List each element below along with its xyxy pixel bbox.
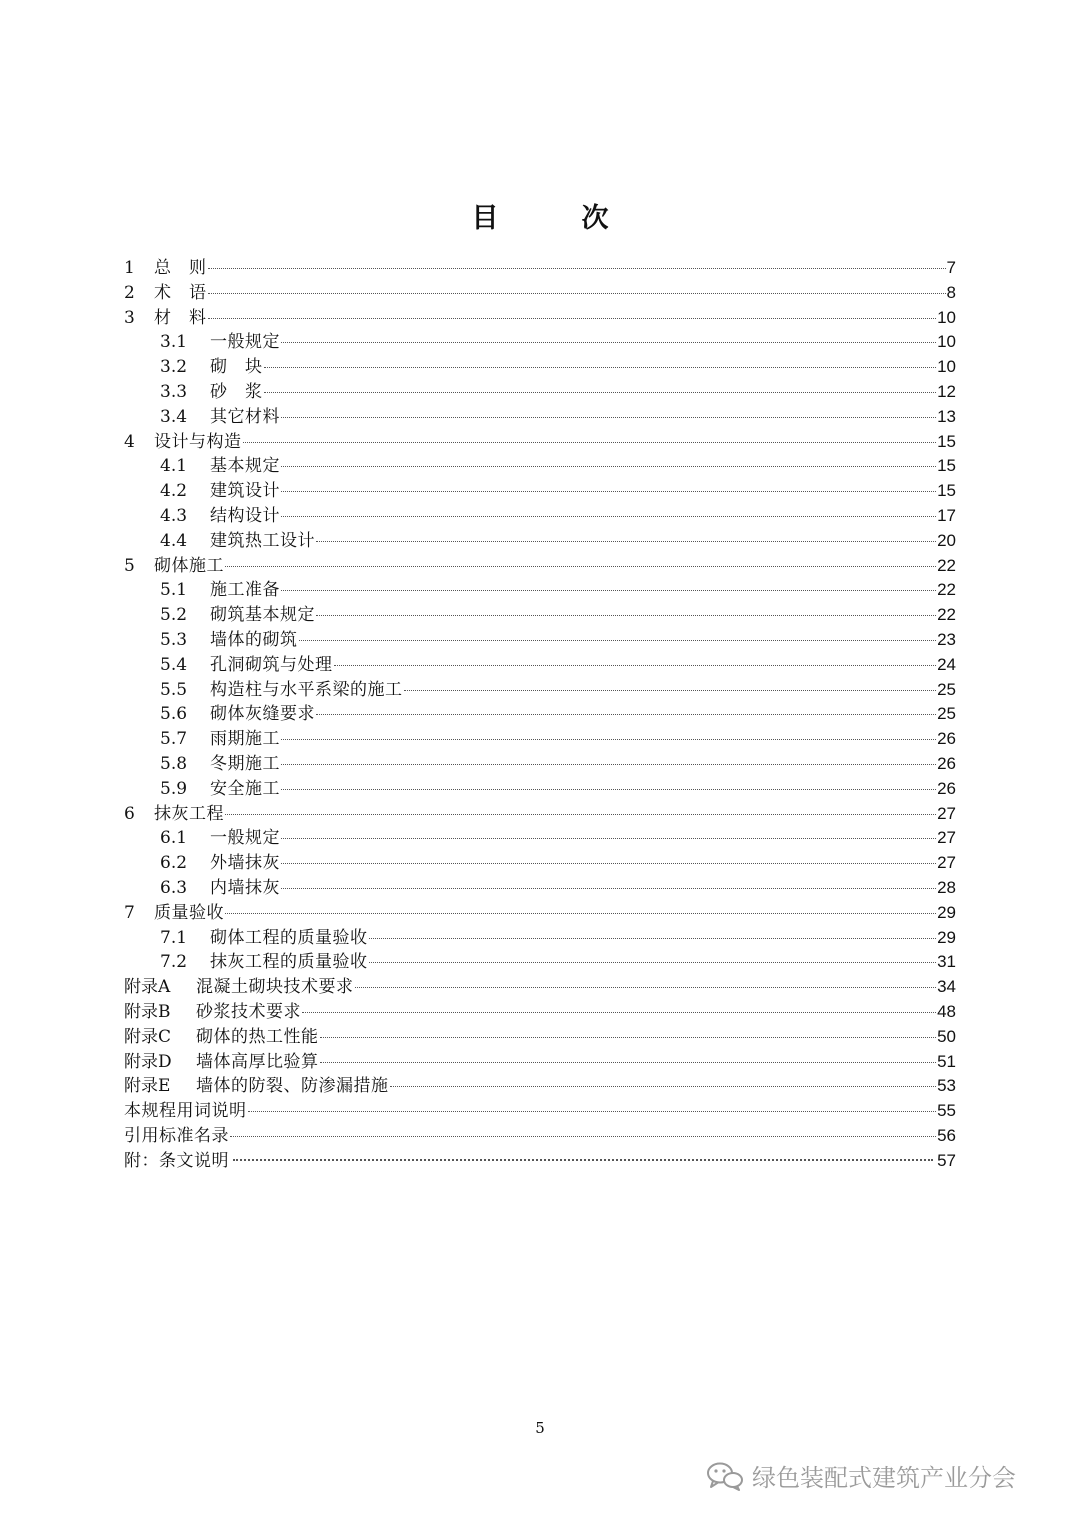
toc-leader-dots [281, 341, 936, 343]
toc-entry[interactable] [124, 405, 956, 430]
toc-label: 构造柱与水平系梁的施工 [210, 679, 403, 700]
toc-number: 3.2 [160, 357, 188, 378]
toc-entry[interactable] [124, 727, 956, 752]
toc-entry[interactable] [124, 678, 956, 703]
toc-entry[interactable] [124, 975, 956, 1000]
toc-number: 附录C [124, 1026, 172, 1047]
toc-entry[interactable] [124, 1025, 956, 1050]
toc-leader-dots [320, 1036, 937, 1038]
toc-entry[interactable] [124, 777, 956, 802]
toc-number: 6.3 [160, 877, 188, 898]
toc-number: 附录D [124, 1051, 172, 1072]
toc-entry[interactable] [124, 802, 956, 827]
toc-page-number: 13 [937, 406, 956, 426]
toc-leader-dots [281, 788, 936, 790]
toc-number: 1 [124, 258, 135, 278]
toc-leader-dots [355, 986, 937, 988]
toc-label: 砂浆技术要求 [196, 1001, 301, 1022]
toc-page-number: 27 [937, 803, 956, 823]
toc-leader-dots [248, 1110, 937, 1112]
toc-leader-dots [225, 813, 936, 815]
toc-leader-dots [320, 1061, 937, 1063]
toc-leader-dots [334, 664, 937, 666]
page-number: 5 [535, 1419, 545, 1437]
toc-leader-dots [390, 1085, 937, 1087]
toc-label: 施工准备 [210, 580, 280, 601]
toc-leader-dots [233, 1158, 933, 1161]
toc-number: 4.4 [160, 530, 188, 551]
toc-entry[interactable] [124, 479, 956, 504]
toc-page-number: 29 [937, 927, 956, 947]
toc-label: 附：条文说明 [124, 1150, 229, 1171]
toc-label: 结构设计 [210, 505, 280, 526]
toc-page-number: 34 [937, 977, 956, 997]
toc-leader-dots [281, 862, 936, 864]
toc-number: 5.8 [160, 753, 188, 774]
toc-entry[interactable] [124, 330, 956, 355]
toc-number: 7.1 [160, 927, 188, 948]
toc-label: 砌体工程的质量验收 [210, 927, 368, 948]
toc-number: 4.2 [160, 481, 188, 502]
toc-number: 6 [124, 803, 135, 824]
toc-leader-dots [299, 639, 937, 641]
toc-number: 3.1 [160, 332, 188, 353]
toc-leader-dots [281, 738, 936, 740]
toc-number: 7.2 [160, 952, 188, 973]
toc-entry[interactable] [124, 876, 956, 901]
wechat-icon [706, 1461, 744, 1491]
toc-leader-dots [208, 267, 946, 269]
toc-page-number: 57 [937, 1150, 956, 1170]
toc-entry[interactable] [124, 1000, 956, 1025]
toc-page-number: 22 [937, 605, 956, 625]
toc-page-number: 15 [937, 481, 956, 501]
toc-number: 3.3 [160, 381, 188, 402]
toc-label: 砌 块 [210, 357, 263, 378]
toc-label: 外墙抹灰 [210, 853, 280, 874]
toc-leader-dots [316, 713, 936, 715]
toc-page-number: 15 [937, 456, 956, 476]
toc-label: 砂 浆 [210, 381, 263, 402]
toc-label: 建筑设计 [210, 481, 280, 502]
toc-number: 5.9 [160, 778, 188, 799]
toc-leader-dots [208, 317, 937, 319]
toc-page-number: 31 [937, 952, 956, 972]
toc-page-number: 53 [937, 1076, 956, 1096]
toc-leader-dots [281, 837, 936, 839]
toc-number: 6.1 [160, 828, 188, 849]
toc-entry[interactable] [124, 1050, 956, 1075]
toc-entry[interactable] [124, 901, 956, 926]
toc-leader-dots [281, 416, 936, 418]
toc-label: 引用标准名录 [124, 1125, 229, 1146]
toc-label: 基本规定 [210, 456, 280, 477]
toc-leader-dots [243, 441, 937, 443]
table-of-contents [124, 256, 956, 1173]
toc-leader-dots [208, 292, 946, 294]
toc-leader-dots [316, 540, 936, 542]
toc-label: 其它材料 [210, 406, 280, 427]
toc-label: 墙体的防裂、防渗漏措施 [196, 1076, 389, 1097]
toc-number: 5.1 [160, 580, 188, 601]
toc-leader-dots [264, 366, 937, 368]
watermark [706, 1458, 1016, 1493]
toc-label: 砌体施工 [154, 555, 224, 576]
toc-page-number: 29 [937, 902, 956, 922]
toc-entry[interactable] [124, 1074, 956, 1099]
toc-label: 内墙抹灰 [210, 877, 280, 898]
toc-page-number: 10 [937, 332, 956, 352]
toc-page-number: 55 [937, 1101, 956, 1121]
toc-page-number: 27 [937, 853, 956, 873]
toc-page-number: 17 [937, 505, 956, 525]
toc-page-number: 20 [937, 530, 956, 550]
toc-label: 砌体的热工性能 [196, 1026, 319, 1047]
toc-leader-dots [369, 937, 937, 939]
toc-number: 5.3 [160, 629, 188, 650]
toc-entry[interactable] [124, 826, 956, 851]
toc-label: 冬期施工 [210, 753, 280, 774]
toc-number: 4 [124, 431, 135, 452]
toc-entry[interactable] [124, 306, 956, 331]
toc-label: 砌体灰缝要求 [210, 704, 315, 725]
toc-label: 安全施工 [210, 778, 280, 799]
toc-label: 质量验收 [154, 902, 224, 923]
toc-page-number: 56 [937, 1125, 956, 1145]
toc-page-number: 50 [937, 1026, 956, 1046]
toc-label: 抹灰工程 [154, 803, 224, 824]
toc-label: 抹灰工程的质量验收 [210, 952, 368, 973]
toc-leader-dots [316, 614, 936, 616]
watermark-text: 绿色装配式建筑产业分会 [752, 1464, 1016, 1492]
toc-leader-dots [281, 515, 936, 517]
toc-page-number: 15 [937, 431, 956, 451]
toc-page-number: 26 [937, 778, 956, 798]
toc-entry[interactable] [124, 752, 956, 777]
toc-entry[interactable] [124, 380, 956, 405]
toc-label: 本规程用词说明 [124, 1101, 247, 1122]
toc-number: 3.4 [160, 406, 188, 427]
toc-number: 5 [124, 555, 135, 576]
toc-entry[interactable] [124, 653, 956, 678]
toc-label: 孔洞砌筑与处理 [210, 654, 333, 675]
toc-entry[interactable] [124, 1099, 956, 1124]
toc-page-number: 25 [937, 679, 956, 699]
toc-leader-dots [264, 391, 937, 393]
toc-label: 墙体高厚比验算 [196, 1051, 319, 1072]
toc-label: 术 语 [154, 282, 207, 303]
toc-page-number: 28 [937, 877, 956, 897]
toc-leader-dots [281, 589, 936, 591]
toc-leader-dots [369, 961, 937, 963]
toc-number: 附录A [124, 977, 171, 998]
toc-number: 附录B [124, 1001, 171, 1022]
toc-label: 总 则 [154, 258, 207, 278]
toc-entry[interactable] [124, 926, 956, 951]
toc-label: 材 料 [154, 307, 207, 328]
toc-number: 5.4 [160, 654, 188, 675]
toc-page-number: 23 [937, 629, 956, 649]
toc-entry[interactable] [124, 256, 956, 281]
toc-entry[interactable] [124, 950, 956, 975]
toc-entry[interactable] [124, 281, 956, 306]
toc-entry[interactable] [124, 430, 956, 455]
toc-entry[interactable] [124, 702, 956, 727]
toc-page-number: 22 [937, 580, 956, 600]
toc-entry[interactable] [124, 355, 956, 380]
toc-leader-dots [230, 1135, 936, 1137]
toc-label: 混凝土砌块技术要求 [196, 977, 354, 998]
toc-leader-dots [225, 565, 936, 567]
toc-number: 4.1 [160, 456, 188, 477]
toc-page-number: 48 [937, 1001, 956, 1021]
toc-number: 4.3 [160, 505, 188, 526]
toc-entry[interactable] [124, 504, 956, 529]
toc-page-number: 8 [946, 282, 956, 302]
toc-leader-dots [281, 887, 936, 889]
toc-entry[interactable] [124, 1124, 956, 1149]
toc-number: 3 [124, 307, 135, 328]
toc-page-number: 7 [946, 258, 956, 277]
toc-page-number: 10 [937, 357, 956, 377]
toc-entry[interactable] [124, 554, 956, 579]
toc-page-number: 27 [937, 828, 956, 848]
toc-entry[interactable] [124, 628, 956, 653]
toc-number: 5.5 [160, 679, 188, 700]
toc-label: 设计与构造 [154, 431, 242, 452]
toc-entry[interactable] [124, 454, 956, 479]
toc-leader-dots [281, 465, 936, 467]
toc-label: 一般规定 [210, 332, 280, 353]
toc-page-number: 51 [937, 1051, 956, 1071]
page-title: 目 次 [471, 203, 637, 234]
toc-leader-dots [281, 763, 936, 765]
toc-number: 7 [124, 902, 135, 923]
toc-label: 砌筑基本规定 [210, 605, 315, 626]
toc-entry[interactable] [124, 529, 956, 554]
toc-label: 墙体的砌筑 [210, 629, 298, 650]
toc-page-number: 26 [937, 753, 956, 773]
toc-number: 5.7 [160, 729, 188, 750]
toc-label: 建筑热工设计 [210, 530, 315, 551]
toc-leader-dots [302, 1011, 936, 1013]
toc-page-number: 24 [937, 654, 956, 674]
toc-number: 5.2 [160, 605, 188, 626]
toc-number: 5.6 [160, 704, 188, 725]
toc-entry[interactable] [124, 851, 956, 876]
toc-leader-dots [404, 689, 937, 691]
toc-page-number: 22 [937, 555, 956, 575]
toc-page-number: 26 [937, 729, 956, 749]
toc-entry[interactable] [124, 578, 956, 603]
toc-number: 2 [124, 282, 135, 303]
toc-page-number: 10 [937, 307, 956, 327]
toc-page-number: 12 [937, 381, 956, 401]
toc-number: 附录E [124, 1076, 171, 1097]
toc-entry[interactable] [124, 603, 956, 628]
toc-leader-dots [281, 490, 936, 492]
toc-label: 雨期施工 [210, 729, 280, 750]
toc-leader-dots [225, 912, 936, 914]
toc-entry[interactable] [124, 1149, 956, 1174]
toc-label: 一般规定 [210, 828, 280, 849]
toc-number: 6.2 [160, 853, 188, 874]
toc-page-number: 25 [937, 704, 956, 724]
